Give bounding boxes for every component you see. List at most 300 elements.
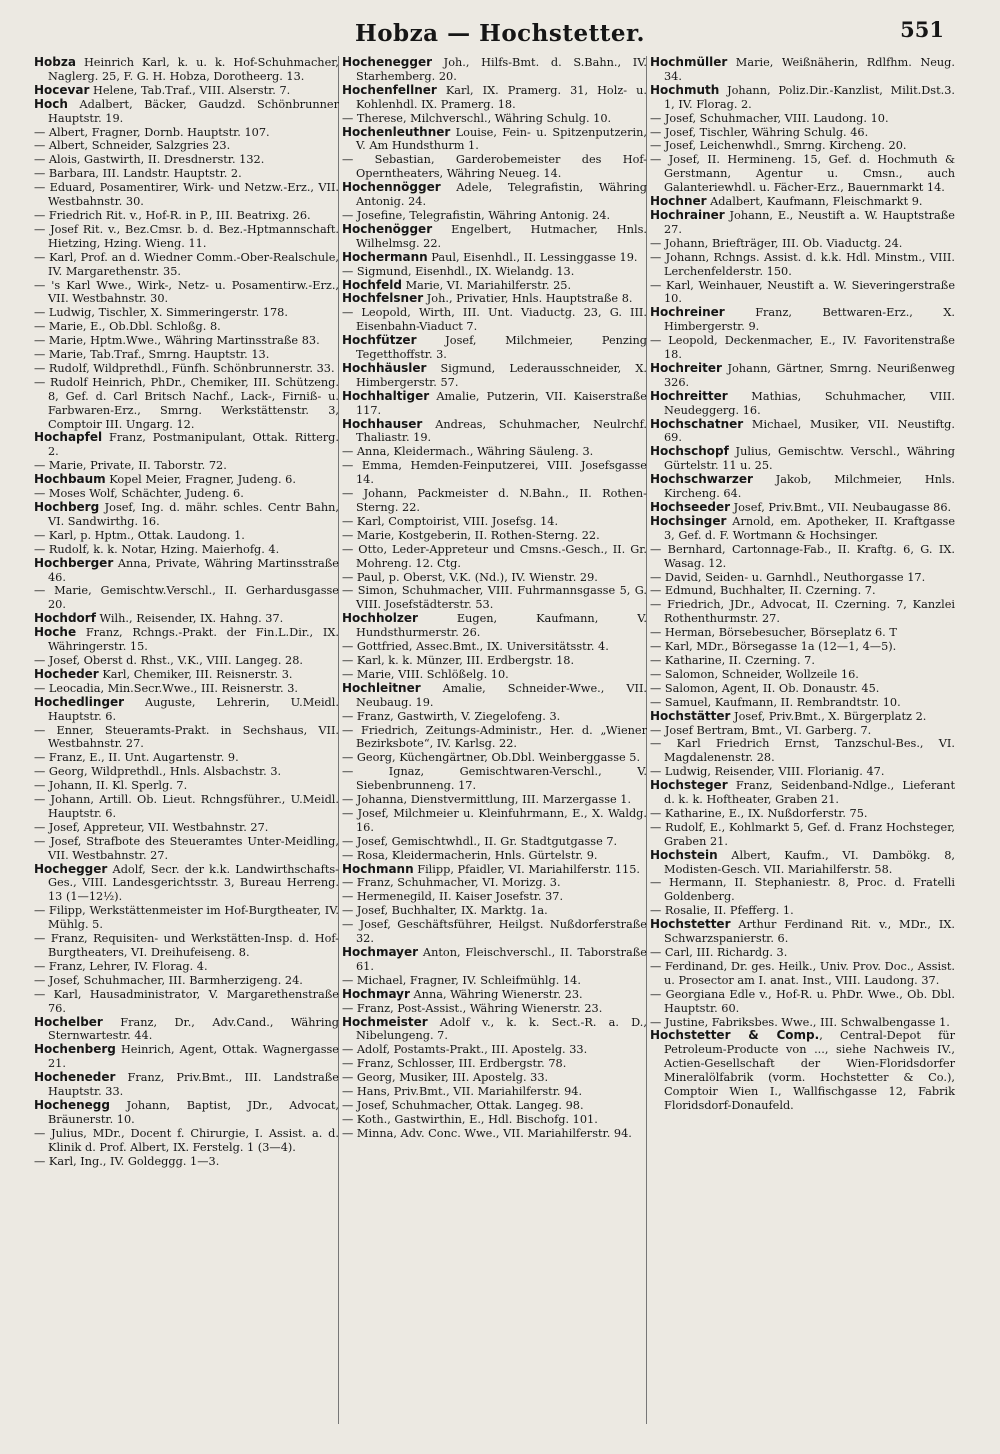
entry-details: — Bernhard, Cartonnage-Fab., II. Kraftg. 6, G. IX. Wasag. 12.	[650, 542, 955, 570]
directory-entry	[342, 209, 647, 223]
entry-details: — Josef, Leichenwhdl., Smrng. Kircheng. 20.	[650, 139, 907, 153]
entry-details: — Josef, II. Hermineng. 15, Gef. d. Hochmuth & Gerstmann, Agentur u. Cmsn., auch Galanteriewhdl. u. Fächer-Erz., Bauernmarkt 14.	[650, 153, 955, 195]
entry-surname: Hocheneder	[34, 1070, 116, 1085]
directory-entry	[650, 807, 955, 821]
entry-details: — Leopold, Deckenmacher, E., IV. Favoritenstraße 18.	[650, 334, 955, 362]
directory-entry	[342, 334, 647, 362]
entry-details: — Karl, Weinhauer, Neustift a. W. Sieveringerstraße 10.	[650, 278, 955, 306]
entry-details: — Hermenegild, II. Kaiser Josefstr. 37.	[342, 890, 564, 904]
directory-column-2	[342, 56, 647, 1141]
directory-entry	[342, 1016, 647, 1044]
directory-entry	[34, 1155, 339, 1169]
directory-entry	[650, 237, 955, 251]
entry-details: — Ludwig, Reisender, VIII. Florianig. 47.	[650, 765, 885, 779]
entry-details: — Rudolf Heinrich, PhDr., Chemiker, III. Schützeng. 8, Gef. d. Carl Britsch Nachf., Lack-, Firniß- u. Farbwaren-Erz., Smrng. Werkstättenstr. 3, Comptoir III. Ungarg. 12.	[34, 375, 339, 431]
entry-details: — Hans, Priv.Bmt., VII. Mariahilferstr. 94.	[342, 1085, 583, 1099]
entry-surname: Hochberger	[34, 555, 114, 570]
directory-entry	[342, 265, 647, 279]
entry-details: — Michael, Fragner, IV. Schleifmühlg. 14.	[342, 973, 581, 987]
entry-details: — Karl, Hausadministrator, V. Margarethenstraße 76.	[34, 987, 339, 1015]
directory-entry	[650, 279, 955, 307]
entry-details: — 's Karl Wwe., Wirk-, Netz- u. Posamentirw.-Erz., VII. Westbahnstr. 30.	[34, 278, 339, 306]
directory-entry	[650, 821, 955, 849]
directory-entry	[34, 348, 339, 362]
entry-surname: Hochstein	[650, 847, 718, 862]
directory-entry	[650, 139, 955, 153]
entry-details: — Josef, Buchhalter, IX. Marktg. 1a.	[342, 904, 548, 918]
directory-entry	[342, 807, 647, 835]
directory-entry	[342, 724, 647, 752]
entry-surname: Hochmann	[342, 861, 414, 876]
directory-entry	[34, 654, 339, 668]
entry-details: — Karl, Prof. an d. Wiedner Comm.-Ober-Realschule, IV. Margarethenstr. 35.	[34, 250, 339, 278]
entry-surname: Hochsinger	[650, 513, 727, 528]
directory-entry	[650, 737, 955, 765]
entry-details: Eugen, Kaufmann, V. Hundsthurmerstr. 26.	[356, 612, 647, 640]
directory-entry	[650, 626, 955, 640]
entry-details: — Rudolf, Wildprethdl., Fünfh. Schönbrunnerstr. 33.	[34, 361, 335, 375]
entry-surname: Hochenberg	[34, 1042, 116, 1057]
entry-details: Franz, Priv.Bmt., III. Landstraße Hauptstr. 33.	[48, 1071, 339, 1099]
directory-entry	[342, 710, 647, 724]
entry-details: Marie, Weißnäherin, Rdlfhm. Neug. 34.	[664, 56, 955, 83]
entry-details: — Karl, MDr., Börsegasse 1a (12—1, 4—5).	[650, 640, 897, 654]
entry-details: — Friedrich, Zeitungs-Administr., Her. d. „Wiener Bezirksbote“, IV. Karlsg. 22.	[342, 723, 647, 751]
entry-details: Josef, Priv.Bmt., VII. Neubaugasse 86.	[730, 501, 952, 514]
entry-surname: Hochfeld	[342, 277, 403, 292]
entry-details: — Ferdinand, Dr. ges. Heilk., Univ. Prov. Doc., Assist. u. Prosector am I. anat. Inst., VIII. Laudong. 37.	[650, 959, 955, 987]
entry-details: Filipp, Pfaidler, VI. Mariahilferstr. 115.	[413, 862, 641, 876]
directory-entry	[34, 306, 339, 320]
directory-entry	[650, 779, 955, 807]
entry-details: — Ignaz, Gemischtwaren-Verschl., V. Siebenbrunneng. 17.	[342, 765, 647, 793]
directory-entry	[342, 1057, 647, 1071]
directory-entry	[342, 445, 647, 459]
entry-details: Julius, Gemischtw. Verschl., Währing Gürtelstr. 11 u. 25.	[664, 445, 955, 473]
directory-entry	[342, 640, 647, 654]
entry-details: — Franz, Post-Assist., Währing Wienerstr. 23.	[342, 1001, 603, 1015]
entry-details: — Karl, k. k. Münzer, III. Erdbergstr. 18.	[342, 653, 575, 667]
directory-entry	[650, 153, 955, 195]
directory-entry	[650, 571, 955, 585]
directory-entry	[650, 904, 955, 918]
entry-details: — Josef, Strafbote des Steueramtes Unter-Meidling, VII. Westbahnstr. 27.	[34, 834, 339, 862]
entry-details: — Josef, Appreteur, VII. Westbahnstr. 27.	[34, 820, 269, 834]
entry-details: Engelbert, Hutmacher, Hnls. Wilhelmsg. 22.	[356, 222, 647, 250]
entry-details: — Marie, E., Ob.Dbl. Schloßg. 8.	[34, 320, 221, 334]
entry-details: — Georg, Musiker, III. Apostelg. 33.	[342, 1071, 549, 1085]
directory-entry	[34, 751, 339, 765]
entry-details: Sigmund, Lederausschneider, X. Himbergerstr. 57.	[356, 361, 647, 389]
entry-details: Adalbert, Bäcker, Gaudzd. Schönbrunner Hauptstr. 19.	[48, 97, 339, 125]
entry-surname: Hochmuth	[650, 82, 720, 97]
entry-details: — Salomon, Agent, II. Ob. Donaustr. 45.	[650, 681, 880, 695]
entry-details: — Ludwig, Tischler, X. Simmeringerstr. 178.	[34, 306, 288, 320]
directory-entry	[34, 960, 339, 974]
entry-surname: Hochreitter	[650, 388, 728, 403]
directory-entry	[342, 612, 647, 640]
entry-details: Franz, Bettwaren-Erz., X. Himbergerstr. 9.	[664, 306, 955, 334]
entry-details: — Gottfried, Assec.Bmt., IX. Universitätsstr. 4.	[342, 640, 609, 654]
directory-entry	[342, 1099, 647, 1113]
entry-details: Michael, Musiker, VII. Neustiftg. 69.	[664, 417, 955, 445]
directory-entry	[34, 668, 339, 682]
directory-entry	[342, 654, 647, 668]
entry-details: — Friedrich Rit. v., Hof-R. in P., III. Beatrixg. 26.	[34, 208, 311, 222]
directory-entry	[650, 56, 955, 84]
directory-entry	[34, 835, 339, 863]
directory-entry	[650, 710, 955, 724]
entry-details: — Filipp, Werkstättenmeister im Hof-Burgtheater, IV. Mühlg. 5.	[34, 904, 339, 932]
directory-entry	[650, 501, 955, 515]
directory-entry	[650, 306, 955, 334]
entry-details: — Katharine, II. Czerning. 7.	[650, 653, 815, 667]
entry-surname: Hochedlinger	[34, 694, 125, 709]
directory-entry	[342, 876, 647, 890]
directory-entry	[342, 765, 647, 793]
directory-entry	[342, 849, 647, 863]
entry-details: Amalie, Putzerin, VII. Kaiserstraße 117.	[356, 389, 647, 417]
entry-details: — Karl, Comptoirist, VIII. Josefsg. 14.	[342, 514, 559, 528]
directory-entry	[650, 696, 955, 710]
directory-entry	[342, 1113, 647, 1127]
directory-entry	[342, 529, 647, 543]
entry-surname: Hochfützer	[342, 333, 417, 348]
directory-entry	[342, 84, 647, 112]
entry-details: — Minna, Adv. Conc. Wwe., VII. Mariahilferstr. 94.	[342, 1126, 632, 1140]
entry-details: — Josefine, Telegrafistin, Währing Antonig. 24.	[342, 208, 611, 222]
entry-details: — Josef, Schuhmacher, VIII. Laudong. 10.	[650, 111, 889, 125]
entry-details: Adalbert, Kaufmann, Fleischmarkt 9.	[706, 195, 923, 209]
entry-details: — Marie, Private, II. Taborstr. 72.	[34, 459, 227, 473]
entry-surname: Hochreiner	[650, 305, 725, 320]
entry-details: — Adolf, Postamts-Prakt., III. Apostelg. 33.	[342, 1043, 588, 1057]
directory-entry	[34, 153, 339, 167]
directory-entry	[34, 529, 339, 543]
entry-surname: Hobza	[34, 55, 76, 69]
entry-details: — Emma, Hemden-Feinputzerei, VIII. Josefsgasse 14.	[342, 459, 647, 487]
entry-surname: Hochmeister	[342, 1014, 428, 1029]
entry-surname: Hochmayer	[342, 945, 419, 959]
entry-surname: Hoch	[34, 96, 68, 111]
directory-entry	[34, 1043, 339, 1071]
directory-entry	[650, 640, 955, 654]
entry-surname: Hochschatner	[650, 416, 744, 431]
directory-entry	[342, 584, 647, 612]
entry-details: Anna, Währing Wienerstr. 23.	[409, 987, 583, 1001]
entry-surname: Hochleitner	[342, 680, 421, 695]
entry-details: — Herman, Börsebesucher, Börseplatz 6. T	[650, 626, 897, 640]
entry-surname: Hochhauser	[342, 416, 423, 431]
directory-entry	[34, 167, 339, 181]
entry-details: Franz, Dr., Adv.Cand., Währing Sternwartestr. 44.	[48, 1015, 339, 1043]
directory-entry	[650, 112, 955, 126]
directory-entry	[342, 390, 647, 418]
directory-entry	[34, 431, 339, 459]
directory-entry	[34, 362, 339, 376]
entry-details: — Alois, Gastwirth, II. Dresdnerstr. 132.	[34, 153, 265, 167]
entry-details: — Franz, E., II. Unt. Augartenstr. 9.	[34, 751, 239, 765]
entry-details: — Friedrich, JDr., Advocat, II. Czerning. 7, Kanzlei Rothenthurmstr. 27.	[650, 598, 955, 626]
entry-surname: Hochseeder	[650, 500, 731, 514]
entry-details: — Marie, VIII. Schlößelg. 10.	[342, 667, 509, 681]
entry-details: Joh., Privatier, Hnls. Hauptstraße 8.	[423, 292, 633, 306]
directory-entry	[342, 112, 647, 126]
entry-surname: Hochermann	[342, 249, 428, 264]
entry-details: — Josef Bertram, Bmt., VI. Garberg. 7.	[650, 723, 872, 737]
entry-details: — Salomon, Schneider, Wollzeile 16.	[650, 667, 859, 681]
entry-details: Josef, Priv.Bmt., X. Bürgerplatz 2.	[730, 709, 927, 723]
directory-entry	[34, 459, 339, 473]
entry-details: — Koth., Gastwirthin, E., Hdl. Bischofg. 101.	[342, 1112, 598, 1126]
directory-entry	[34, 334, 339, 348]
entry-details: — Julius, MDr., Docent f. Chirurgie, I. Assist. a. d. Klinik d. Prof. Albert, IX. Ferstelg. 1 (3—4).	[34, 1126, 339, 1154]
entry-details: Adolf v., k. k. Sect.-R. a. D., Nibelungeng. 7.	[356, 1015, 647, 1043]
entry-details: Franz, Postmanipulant, Ottak. Ritterg. 2.	[48, 431, 339, 459]
directory-entry	[34, 98, 339, 126]
directory-entry	[34, 612, 339, 626]
directory-entry	[650, 84, 955, 112]
directory-entry	[342, 890, 647, 904]
directory-entry	[342, 292, 647, 306]
directory-entry	[34, 626, 339, 654]
entry-surname: Hochstätter	[650, 708, 731, 723]
directory-entry	[650, 445, 955, 473]
entry-details: Joh., Hilfs-Bmt. d. S.Bahn., IV. Starhemberg. 20.	[356, 56, 647, 83]
directory-entry	[34, 974, 339, 988]
entry-details: Wilh., Reisender, IX. Hahng. 37.	[95, 612, 284, 626]
entry-details: — Johann, Briefträger, III. Ob. Viaductg. 24.	[650, 236, 903, 250]
entry-surname: Hochapfel	[34, 430, 103, 445]
directory-entry	[342, 751, 647, 765]
directory-entry	[34, 56, 339, 84]
entry-details: — Moses Wolf, Schächter, Judeng. 6.	[34, 487, 244, 501]
entry-details: — Edmund, Buchhalter, II. Czerning. 7.	[650, 584, 876, 598]
entry-surname: Hochmüller	[650, 55, 728, 69]
entry-details: — Sebastian, Garderobemeister des Hof-Operntheaters, Währing Neueg. 14.	[342, 153, 647, 181]
directory-column-3	[650, 56, 955, 1113]
entry-details: — Karl, Ing., IV. Goldeggg. 1—3.	[34, 1154, 220, 1168]
directory-entry	[342, 251, 647, 265]
directory-entry	[34, 209, 339, 223]
directory-entry	[342, 571, 647, 585]
entry-details: — Franz, Requisiten- und Werkstätten-Insp. d. Hof-Burgtheaters, VI. Dreihufeiseng. 8.	[34, 932, 339, 959]
directory-entry	[34, 584, 339, 612]
entry-details: — Leocadia, Min.Secr.Wwe., III. Reisnerstr. 3.	[34, 681, 298, 695]
entry-details: — Josef, Schuhmacher, III. Barmherzigeng. 24.	[34, 973, 303, 987]
entry-details: Marie, VI. Mariahilferstr. 25.	[402, 278, 572, 292]
directory-entry	[650, 682, 955, 696]
page-title: Hobza — Hochstetter.	[354, 20, 646, 47]
entry-details: — Carl, III. Richardg. 3.	[650, 946, 788, 959]
entry-details: , Central-Depot für Petroleum-Producte von ..., siehe Nachweis IV., Actien-Gesellschaft der Wien-Floridsdorfer Mineralölfabrik (vorm. Hochstetter & Co.), Comptoir Wien I., Wallfischgasse 12, Fabrik Floridsdorf-Donaufeld.	[664, 1029, 956, 1112]
directory-entry	[34, 1071, 339, 1099]
entry-details: — Justine, Fabriksbes. Wwe., III. Schwalbengasse 1.	[650, 1015, 950, 1029]
directory-entry	[34, 223, 339, 251]
entry-surname: Hochreiter	[650, 360, 722, 375]
entry-details: — Georg, Küchengärtner, Ob.Dbl. Weinberggasse 5.	[342, 751, 641, 765]
directory-entry	[650, 598, 955, 626]
directory-entry	[650, 334, 955, 362]
entry-details: — Franz, Schlosser, III. Erdbergstr. 78.	[342, 1057, 567, 1071]
entry-details: — Franz, Gastwirth, V. Ziegelofeng. 3.	[342, 709, 561, 723]
directory-entry	[342, 1071, 647, 1085]
directory-entry	[650, 515, 955, 543]
entry-surname: Hochenfellner	[342, 82, 437, 97]
entry-details: Heinrich, Agent, Ottak. Wagnergasse 21.	[48, 1043, 339, 1071]
entry-details: — Josef, Tischler, Währing Schulg. 46.	[650, 125, 869, 139]
directory-entry	[34, 473, 339, 487]
directory-entry	[342, 418, 647, 446]
directory-entry	[650, 876, 955, 904]
entry-details: — Katharine, E., IX. Nußdorferstr. 75.	[650, 806, 868, 820]
directory-entry	[342, 126, 647, 154]
entry-details: — Josef, Geschäftsführer, Heilgst. Nußdorferstraße 32.	[342, 918, 647, 946]
entry-details: — Georgiana Edle v., Hof-R. u. PhDr. Wwe., Ob. Dbl. Hauptstr. 60.	[650, 987, 955, 1015]
entry-details: — Josef Rit. v., Bez.Cmsr. b. d. Bez.-Hptmannschaft. Hietzing, Hzing. Wieng. 11.	[34, 222, 339, 250]
directory-column-1	[34, 56, 339, 1169]
entry-surname: Hochner	[650, 194, 707, 209]
directory-entry	[650, 362, 955, 390]
entry-details: Karl, Chemiker, III. Reisnerstr. 3.	[98, 667, 293, 681]
entry-details: Helene, Tab.Traf., VIII. Alserstr. 7.	[89, 83, 291, 97]
directory-entry	[34, 682, 339, 696]
entry-details: Johann, Poliz.Dir.-Kanzlist, Milit.Dst.3. 1, IV. Florag. 2.	[664, 83, 955, 111]
directory-entry	[34, 251, 339, 279]
page-number: 551	[900, 17, 944, 42]
entry-details: — Leopold, Wirth, III. Unt. Viaductg. 23, G. III. Eisenbahn-Viaduct 7.	[342, 306, 647, 334]
entry-details: — Rudolf, k. k. Notar, Hzing. Maierhofg. 4.	[34, 542, 280, 556]
entry-details: Franz, Seidenband-Ndlge., Lieferant d. k. k. Hoftheater, Graben 21.	[664, 779, 955, 807]
entry-details: — Albert, Schneider, Salzgries 23.	[34, 139, 231, 153]
directory-entry	[34, 543, 339, 557]
directory-entry	[650, 126, 955, 140]
entry-details: Karl, IX. Pramerg. 31, Holz- u. Kohlenhdl. IX. Pramerg. 18.	[356, 83, 647, 111]
directory-entry	[650, 473, 955, 501]
directory-entry	[342, 835, 647, 849]
entry-details: Anton, Fleischverschl., II. Taborstraße 61.	[356, 946, 647, 973]
directory-entry	[342, 974, 647, 988]
entry-details: Auguste, Lehrerin, U.Meidl. Hauptstr. 6.	[48, 695, 339, 723]
entry-surname: Hochenegger	[342, 55, 432, 69]
entry-details: Mathias, Schuhmacher, VIII. Neudeggerg. 16.	[664, 389, 955, 417]
entry-surname: Hochschwarzer	[650, 472, 753, 487]
directory-entry	[650, 1016, 955, 1030]
entry-details: — Marie, Kostgeberin, II. Rothen-Sterng. 22.	[342, 528, 600, 542]
directory-entry	[650, 195, 955, 209]
entry-surname: Hochstetter & Comp.	[650, 1028, 820, 1043]
directory-entry	[342, 1085, 647, 1099]
entry-details: Franz, Rchngs.-Prakt. der Fin.L.Dir., IX. Währingerstr. 15.	[48, 626, 339, 654]
directory-entry	[342, 543, 647, 571]
entry-details: Johann, Gärtner, Smrng. Neurißenweg 326.	[664, 361, 955, 389]
directory-entry	[342, 918, 647, 946]
entry-details: — Otto, Leder-Appreteur und Cmsns.-Gesch., II. Gr. Mohreng. 12. Ctg.	[342, 542, 647, 570]
directory-entry	[650, 654, 955, 668]
directory-entry	[650, 543, 955, 571]
entry-details: Adele, Telegrafistin, Währing Antonig. 24.	[356, 181, 647, 209]
entry-details: — Anna, Kleidermach., Währing Säuleng. 3.	[342, 445, 594, 459]
entry-surname: Hochennögger	[342, 180, 441, 195]
directory-entry	[34, 1127, 339, 1155]
directory-entry	[342, 988, 647, 1002]
entry-surname: Hochstetter	[650, 917, 731, 932]
directory-entry	[34, 821, 339, 835]
directory-entry	[650, 918, 955, 946]
entry-details: — Karl, p. Hptm., Ottak. Laudong. 1.	[34, 528, 245, 542]
entry-surname: Hochmayr	[342, 986, 410, 1001]
directory-entry	[650, 1029, 955, 1112]
directory-entry	[34, 765, 339, 779]
entry-details: — Johann, Packmeister d. N.Bahn., II. Rothen-Sterng. 22.	[342, 487, 647, 514]
entry-details: — Georg, Wildprethdl., Hnls. Alsbachstr. 3.	[34, 765, 282, 779]
entry-details: — Rosalie, II. Pfefferg. 1.	[650, 904, 794, 918]
entry-details: Heinrich Karl, k. u. k. Hof-Schuhmacher, Naglerg. 25, F. G. H. Hobza, Dorotheerg. 13.	[48, 56, 339, 83]
directory-entry	[34, 557, 339, 585]
entry-surname: Hochfelsner	[342, 291, 424, 306]
entry-details: Johann, Baptist, JDr., Advocat, Bräunerstr. 10.	[48, 1098, 339, 1126]
entry-details: — Josef, Gemischtwhdl., II. Gr. Stadtgutgasse 7.	[342, 834, 618, 848]
entry-surname: Hochschopf	[650, 444, 729, 459]
directory-entry	[34, 84, 339, 98]
page-header	[0, 12, 1000, 52]
directory-entry	[34, 139, 339, 153]
entry-details: — Enner, Steueramts-Prakt. in Sechshaus, VII. Westbahnstr. 27.	[34, 723, 339, 751]
directory-entry	[342, 863, 647, 877]
entry-surname: Hochenegg	[34, 1097, 110, 1112]
directory-entry	[342, 306, 647, 334]
entry-details: — Franz, Lehrer, IV. Florag. 4.	[34, 959, 208, 973]
directory-entry	[34, 724, 339, 752]
entry-details: — Johann, Artill. Ob. Lieut. Rchngsführer., U.Meidl. Hauptstr. 6.	[34, 793, 339, 820]
directory-entry	[650, 960, 955, 988]
entry-details: Kopel Meier, Fragner, Judeng. 6.	[105, 473, 296, 487]
entry-details: — David, Seiden- u. Garnhdl., Neuthorgasse 17.	[650, 570, 926, 584]
entry-surname: Hochdorf	[34, 611, 96, 626]
directory-entry	[34, 487, 339, 501]
entry-surname: Hocheder	[34, 666, 99, 681]
entry-details: Adolf, Secr. der k.k. Landwirthschafts-Ges., VIII. Landesgerichtsstr. 3, Bureau Herreng. 13 (1—12½).	[48, 862, 339, 904]
entry-details: — Simon, Schuhmacher, VIII. Fuhrmannsgasse 5, G. VIII. Josefstädterstr. 53.	[342, 584, 647, 612]
directory-entry	[342, 279, 647, 293]
directory-entry	[34, 696, 339, 724]
entry-details: — Franz, Schuhmacher, VI. Morizg. 3.	[342, 876, 561, 890]
entry-details: Josef, Milchmeier, Penzing Tegetthoffstr. 3.	[356, 334, 647, 362]
directory-entry	[342, 487, 647, 515]
directory-entry	[34, 988, 339, 1016]
entry-details: — Samuel, Kaufmann, II. Rembrandtstr. 10.	[650, 695, 901, 709]
directory-entry	[342, 515, 647, 529]
directory-entry	[342, 459, 647, 487]
entry-details: Louise, Fein- u. Spitzenputzerin, V. Am Hundsthurm 1.	[356, 125, 647, 153]
entry-details: Arthur Ferdinand Rit. v., MDr., IX. Schwarzspanierstr. 6.	[664, 918, 955, 946]
entry-details: — Marie, Hptm.Wwe., Währing Martinsstraße 83.	[34, 334, 320, 348]
directory-entry	[34, 501, 339, 529]
entry-details: — Barbara, III. Landstr. Hauptstr. 2.	[34, 167, 242, 181]
directory-entry	[34, 793, 339, 821]
directory-entry	[650, 724, 955, 738]
entry-details: Anna, Private, Währing Martinsstraße 46.	[48, 556, 339, 584]
entry-details: — Karl Friedrich Ernst, Tanzschul-Bes., VI. Magdalenenstr. 28.	[650, 737, 955, 765]
directory-entry	[342, 153, 647, 181]
entry-details: Amalie, Schneider-Wwe., VII. Neubaug. 19.	[356, 681, 647, 709]
directory-entry	[34, 320, 339, 334]
entry-details: — Eduard, Posamentirer, Wirk- und Netzw.-Erz., VII. Westbahnstr. 30.	[34, 181, 339, 209]
directory-entry	[650, 209, 955, 237]
entry-surname: Hochbaum	[34, 472, 106, 487]
directory-entry	[650, 668, 955, 682]
directory-entry	[34, 279, 339, 307]
